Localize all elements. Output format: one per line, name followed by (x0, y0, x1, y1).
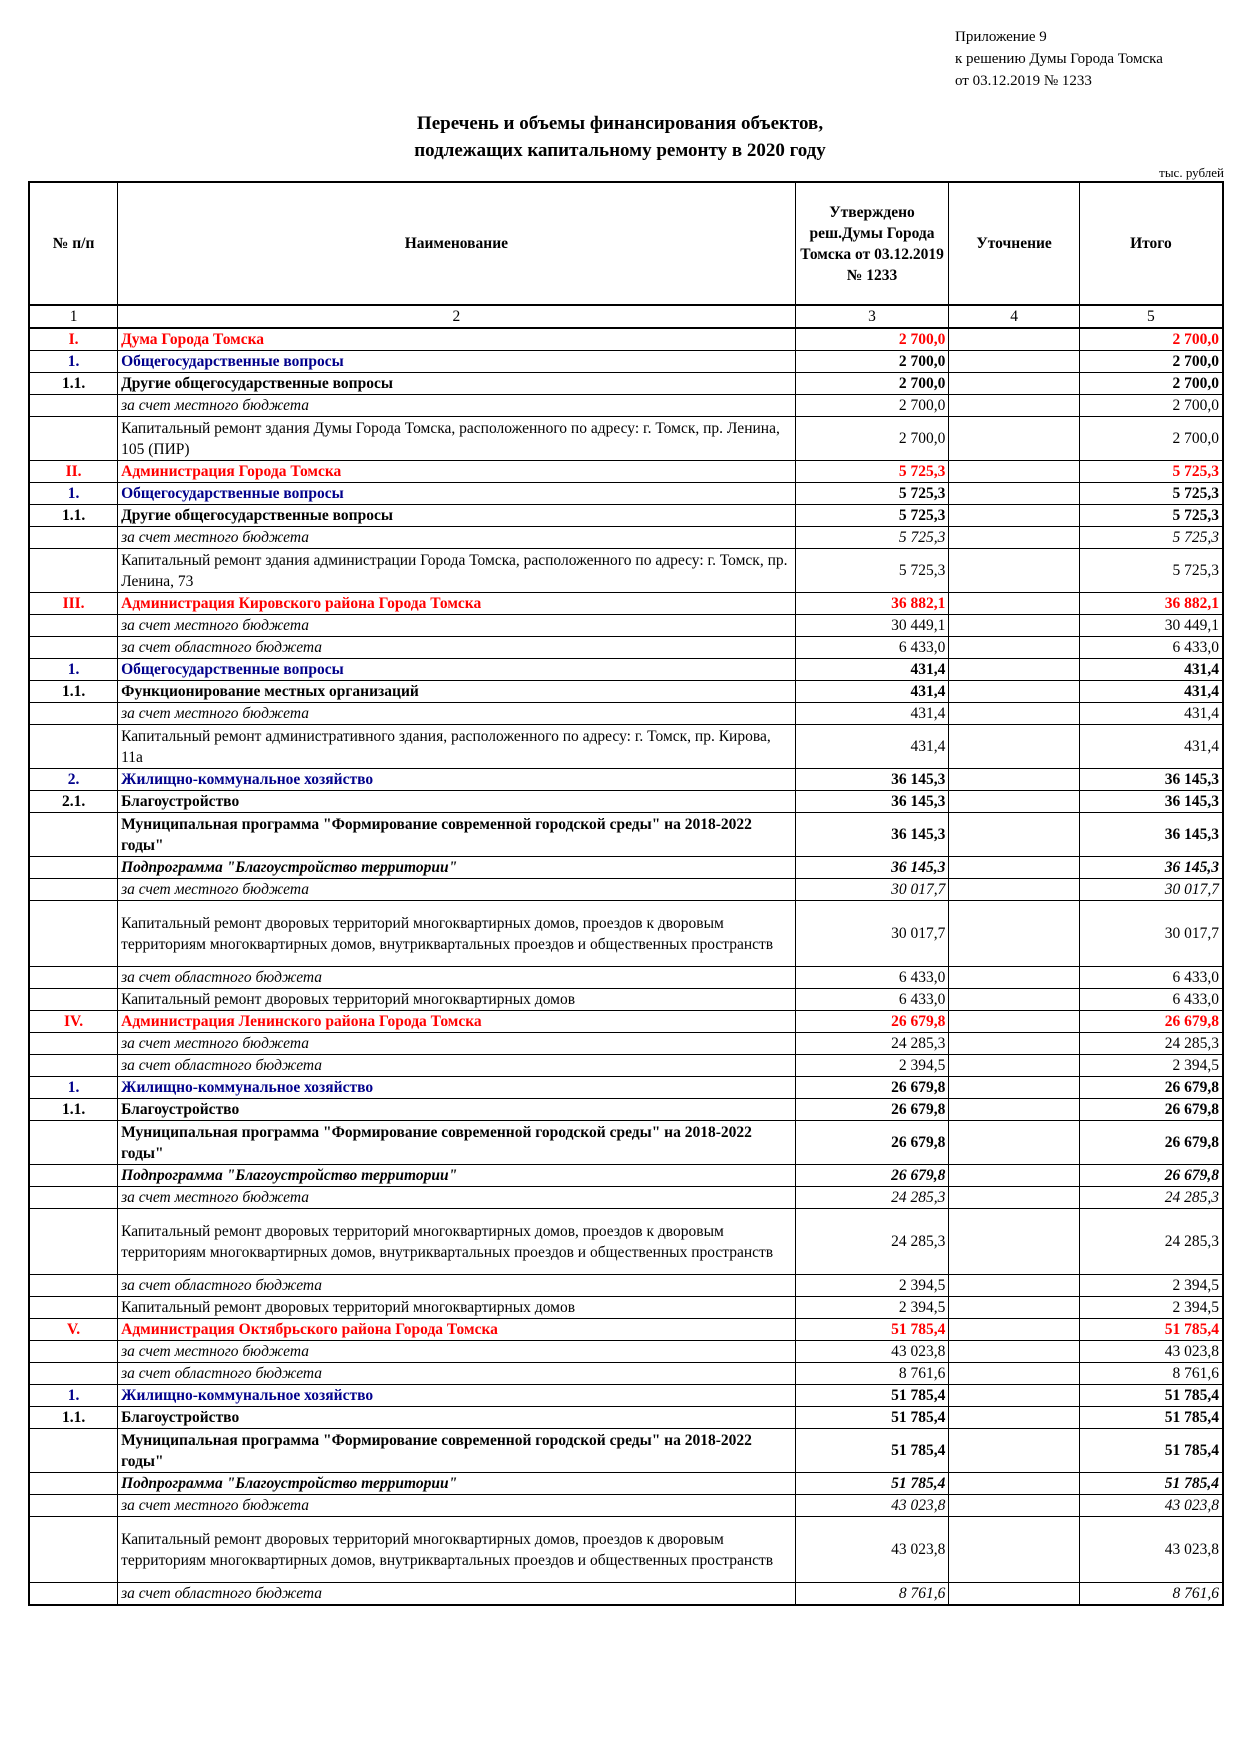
row-total: 6 433,0 (1079, 989, 1223, 1011)
row-number (29, 1055, 118, 1077)
row-change (949, 593, 1079, 615)
table-row (29, 1407, 1223, 1429)
row-name: Общегосударственные вопросы (118, 483, 795, 505)
row-approved: 43 023,8 (795, 1495, 949, 1517)
row-change (949, 549, 1079, 593)
row-name: Капитальный ремонт дворовых территорий многоквартирных домов, проездов к дворовым территориям многоквартирных домов, внутриквартальных проездов и общественных пространств (118, 1517, 795, 1583)
table-row (29, 1363, 1223, 1385)
row-approved: 36 145,3 (795, 791, 949, 813)
table-row (29, 1165, 1223, 1187)
table-row (29, 395, 1223, 417)
table-row (29, 351, 1223, 373)
row-approved: 43 023,8 (795, 1341, 949, 1363)
row-change (949, 1077, 1079, 1099)
row-change (949, 328, 1079, 351)
row-total: 36 145,3 (1079, 857, 1223, 879)
row-name: за счет местного бюджета (118, 1495, 795, 1517)
row-approved: 8 761,6 (795, 1583, 949, 1606)
table-row (29, 1099, 1223, 1121)
table-row (29, 725, 1223, 769)
row-number (29, 725, 118, 769)
row-approved: 2 394,5 (795, 1275, 949, 1297)
row-number: I. (29, 328, 118, 351)
row-name: Подпрограмма "Благоустройство территории" (118, 1165, 795, 1187)
row-total: 2 394,5 (1079, 1297, 1223, 1319)
row-change (949, 1407, 1079, 1429)
row-total: 30 017,7 (1079, 901, 1223, 967)
row-change (949, 1385, 1079, 1407)
row-change (949, 1517, 1079, 1583)
header-total: Итого (1079, 182, 1223, 305)
table-row (29, 1011, 1223, 1033)
row-number: 1.1. (29, 1407, 118, 1429)
row-change (949, 1583, 1079, 1606)
table-body (29, 328, 1223, 1605)
row-name: за счет областного бюджета (118, 1363, 795, 1385)
row-name: Капитальный ремонт дворовых территорий многоквартирных домов, проездов к дворовым территориям многоквартирных домов, внутриквартальных проездов и общественных пространств (118, 1209, 795, 1275)
row-approved: 36 145,3 (795, 769, 949, 791)
table-row (29, 1319, 1223, 1341)
row-approved: 51 785,4 (795, 1319, 949, 1341)
row-name: Благоустройство (118, 1407, 795, 1429)
row-approved: 30 449,1 (795, 615, 949, 637)
row-change (949, 373, 1079, 395)
row-total: 2 700,0 (1079, 417, 1223, 461)
row-name: Функционирование местных организаций (118, 681, 795, 703)
row-approved: 51 785,4 (795, 1385, 949, 1407)
row-approved: 43 023,8 (795, 1517, 949, 1583)
row-change (949, 1473, 1079, 1495)
row-total: 5 725,3 (1079, 461, 1223, 483)
row-total: 5 725,3 (1079, 527, 1223, 549)
column-number: 1 (29, 305, 118, 328)
row-name: Администрация Кировского района Города Томска (118, 593, 795, 615)
table-row (29, 461, 1223, 483)
row-change (949, 681, 1079, 703)
table-row (29, 1517, 1223, 1583)
row-number (29, 637, 118, 659)
row-total: 30 449,1 (1079, 615, 1223, 637)
table-row (29, 593, 1223, 615)
row-approved: 6 433,0 (795, 989, 949, 1011)
row-number: 1. (29, 1077, 118, 1099)
row-name: Благоустройство (118, 1099, 795, 1121)
table-row (29, 615, 1223, 637)
row-total: 51 785,4 (1079, 1407, 1223, 1429)
row-approved: 24 285,3 (795, 1209, 949, 1275)
row-number (29, 901, 118, 967)
row-number (29, 1363, 118, 1385)
row-number (29, 1583, 118, 1606)
row-name: Администрация Октябрьского района Города Томска (118, 1319, 795, 1341)
row-name: за счет местного бюджета (118, 879, 795, 901)
row-change (949, 1209, 1079, 1275)
row-name: Жилищно-коммунальное хозяйство (118, 769, 795, 791)
row-number (29, 857, 118, 879)
row-number (29, 967, 118, 989)
row-total: 8 761,6 (1079, 1363, 1223, 1385)
row-number: 1.1. (29, 373, 118, 395)
row-change (949, 1297, 1079, 1319)
row-name: Муниципальная программа "Формирование современной городской среды" на 2018-2022 годы" (118, 813, 795, 857)
row-total: 36 145,3 (1079, 769, 1223, 791)
row-name: за счет местного бюджета (118, 395, 795, 417)
row-number: III. (29, 593, 118, 615)
row-approved: 51 785,4 (795, 1473, 949, 1495)
table-row (29, 1209, 1223, 1275)
table-row (29, 1583, 1223, 1606)
row-change (949, 989, 1079, 1011)
table-row (29, 1187, 1223, 1209)
row-number (29, 879, 118, 901)
row-change (949, 1429, 1079, 1473)
row-approved: 431,4 (795, 725, 949, 769)
table-row (29, 1341, 1223, 1363)
row-name: Благоустройство (118, 791, 795, 813)
table-row (29, 549, 1223, 593)
appendix-line: к решению Думы Города Томска (955, 51, 1163, 67)
row-total: 431,4 (1079, 725, 1223, 769)
row-change (949, 1011, 1079, 1033)
row-change (949, 1363, 1079, 1385)
row-total: 2 700,0 (1079, 373, 1223, 395)
row-approved: 5 725,3 (795, 549, 949, 593)
table-row (29, 1429, 1223, 1473)
row-change (949, 615, 1079, 637)
row-change (949, 1033, 1079, 1055)
row-name: за счет местного бюджета (118, 615, 795, 637)
column-number: 3 (795, 305, 949, 328)
row-change (949, 351, 1079, 373)
header-approved: Утверждено реш.Думы Города Томска от 03.12.2019 № 1233 (795, 182, 949, 305)
row-approved: 5 725,3 (795, 505, 949, 527)
financing-table (28, 181, 1224, 1606)
row-name: Подпрограмма "Благоустройство территории" (118, 857, 795, 879)
row-approved: 2 394,5 (795, 1055, 949, 1077)
row-number (29, 1165, 118, 1187)
row-change (949, 417, 1079, 461)
row-approved: 2 394,5 (795, 1297, 949, 1319)
column-number-row (29, 305, 1223, 328)
row-change (949, 461, 1079, 483)
row-change (949, 395, 1079, 417)
row-name: Капитальный ремонт дворовых территорий многоквартирных домов (118, 1297, 795, 1319)
row-total: 43 023,8 (1079, 1517, 1223, 1583)
table-row (29, 1055, 1223, 1077)
row-name: за счет областного бюджета (118, 637, 795, 659)
row-change (949, 1495, 1079, 1517)
table-row (29, 328, 1223, 351)
table-row (29, 1033, 1223, 1055)
row-approved: 431,4 (795, 703, 949, 725)
row-number: II. (29, 461, 118, 483)
row-change (949, 967, 1079, 989)
row-approved: 6 433,0 (795, 967, 949, 989)
row-total: 26 679,8 (1079, 1077, 1223, 1099)
appendix-note (955, 26, 1163, 92)
row-number (29, 813, 118, 857)
row-change (949, 769, 1079, 791)
row-change (949, 1165, 1079, 1187)
row-approved: 2 700,0 (795, 328, 949, 351)
row-name: за счет областного бюджета (118, 1583, 795, 1606)
row-change (949, 791, 1079, 813)
table-row (29, 1275, 1223, 1297)
header-number: № п/п (29, 182, 118, 305)
table-row (29, 527, 1223, 549)
row-approved: 5 725,3 (795, 483, 949, 505)
row-number (29, 549, 118, 593)
row-number: 1. (29, 483, 118, 505)
row-approved: 5 725,3 (795, 527, 949, 549)
row-name: за счет областного бюджета (118, 967, 795, 989)
row-number: 1. (29, 351, 118, 373)
row-change (949, 505, 1079, 527)
header-name: Наименование (118, 182, 795, 305)
row-number (29, 1297, 118, 1319)
row-approved: 24 285,3 (795, 1187, 949, 1209)
row-approved: 36 145,3 (795, 813, 949, 857)
row-number: 2.1. (29, 791, 118, 813)
table-row (29, 681, 1223, 703)
row-total: 431,4 (1079, 703, 1223, 725)
row-name: Другие общегосударственные вопросы (118, 505, 795, 527)
row-approved: 36 145,3 (795, 857, 949, 879)
row-name: за счет местного бюджета (118, 1187, 795, 1209)
row-name: за счет областного бюджета (118, 1055, 795, 1077)
table-row (29, 813, 1223, 857)
row-number (29, 1033, 118, 1055)
row-change (949, 1319, 1079, 1341)
row-approved: 2 700,0 (795, 395, 949, 417)
row-number (29, 1517, 118, 1583)
row-change (949, 1121, 1079, 1165)
row-approved: 2 700,0 (795, 373, 949, 395)
column-number: 2 (118, 305, 795, 328)
row-name: Капитальный ремонт здания Думы Города Томска, расположенного по адресу: г. Томск, пр. Ленина, 105 (ПИР) (118, 417, 795, 461)
row-number: 1. (29, 1385, 118, 1407)
row-total: 2 394,5 (1079, 1275, 1223, 1297)
row-total: 36 145,3 (1079, 813, 1223, 857)
row-number (29, 1275, 118, 1297)
row-name: Дума Города Томска (118, 328, 795, 351)
row-approved: 26 679,8 (795, 1077, 949, 1099)
row-total: 24 285,3 (1079, 1033, 1223, 1055)
table-row (29, 791, 1223, 813)
row-number (29, 1473, 118, 1495)
row-approved: 36 882,1 (795, 593, 949, 615)
row-approved: 2 700,0 (795, 351, 949, 373)
row-name: Подпрограмма "Благоустройство территории" (118, 1473, 795, 1495)
row-number (29, 989, 118, 1011)
appendix-line: Приложение 9 (955, 29, 1047, 45)
row-name: за счет местного бюджета (118, 1341, 795, 1363)
row-change (949, 1341, 1079, 1363)
row-total: 8 761,6 (1079, 1583, 1223, 1606)
row-total: 36 145,3 (1079, 791, 1223, 813)
row-total: 26 679,8 (1079, 1099, 1223, 1121)
table-row (29, 879, 1223, 901)
row-name: за счет областного бюджета (118, 1275, 795, 1297)
row-approved: 26 679,8 (795, 1165, 949, 1187)
row-change (949, 879, 1079, 901)
row-total: 26 679,8 (1079, 1121, 1223, 1165)
row-total: 5 725,3 (1079, 505, 1223, 527)
table-row (29, 769, 1223, 791)
table-row (29, 373, 1223, 395)
row-name: Общегосударственные вопросы (118, 351, 795, 373)
column-number: 4 (949, 305, 1079, 328)
row-total: 5 725,3 (1079, 549, 1223, 593)
row-number: V. (29, 1319, 118, 1341)
row-approved: 26 679,8 (795, 1011, 949, 1033)
row-total: 6 433,0 (1079, 967, 1223, 989)
units-label: тыс. рублей (1159, 165, 1224, 180)
row-total: 2 700,0 (1079, 395, 1223, 417)
row-total: 36 882,1 (1079, 593, 1223, 615)
row-name: Капитальный ремонт административного здания, расположенного по адресу: г. Томск, пр. Кирова, 11а (118, 725, 795, 769)
row-change (949, 637, 1079, 659)
row-approved: 431,4 (795, 659, 949, 681)
table-row (29, 1473, 1223, 1495)
appendix-line: от 03.12.2019 № 1233 (955, 73, 1092, 89)
row-total: 2 394,5 (1079, 1055, 1223, 1077)
row-total: 6 433,0 (1079, 637, 1223, 659)
row-number: 1.1. (29, 505, 118, 527)
row-number (29, 1187, 118, 1209)
row-total: 24 285,3 (1079, 1187, 1223, 1209)
row-number (29, 1341, 118, 1363)
row-approved: 6 433,0 (795, 637, 949, 659)
row-total: 51 785,4 (1079, 1385, 1223, 1407)
row-number (29, 417, 118, 461)
row-change (949, 1187, 1079, 1209)
row-change (949, 703, 1079, 725)
table-header-row (29, 182, 1223, 305)
table-row (29, 483, 1223, 505)
row-name: Капитальный ремонт дворовых территорий многоквартирных домов, проездов к дворовым территориям многоквартирных домов, внутриквартальных проездов и общественных пространств (118, 901, 795, 967)
row-change (949, 659, 1079, 681)
row-name: Муниципальная программа "Формирование современной городской среды" на 2018-2022 годы" (118, 1429, 795, 1473)
row-name: Капитальный ремонт дворовых территорий многоквартирных домов (118, 989, 795, 1011)
row-change (949, 1055, 1079, 1077)
row-approved: 51 785,4 (795, 1407, 949, 1429)
row-approved: 26 679,8 (795, 1099, 949, 1121)
row-name: Жилищно-коммунальное хозяйство (118, 1385, 795, 1407)
row-approved: 431,4 (795, 681, 949, 703)
row-change (949, 725, 1079, 769)
document-title (0, 110, 1240, 164)
row-approved: 30 017,7 (795, 901, 949, 967)
row-number (29, 527, 118, 549)
table-row (29, 989, 1223, 1011)
header-change: Уточнение (949, 182, 1079, 305)
row-number: 2. (29, 769, 118, 791)
row-total: 24 285,3 (1079, 1209, 1223, 1275)
table-row (29, 901, 1223, 967)
row-number (29, 1209, 118, 1275)
row-name: за счет местного бюджета (118, 1033, 795, 1055)
row-name: Администрация Ленинского района Города Томска (118, 1011, 795, 1033)
row-change (949, 901, 1079, 967)
row-change (949, 1099, 1079, 1121)
title-line: подлежащих капитальному ремонту в 2020 году (414, 140, 826, 161)
row-number (29, 615, 118, 637)
row-total: 431,4 (1079, 659, 1223, 681)
row-total: 51 785,4 (1079, 1473, 1223, 1495)
row-total: 51 785,4 (1079, 1319, 1223, 1341)
row-name: Капитальный ремонт здания администрации Города Томска, расположенного по адресу: г. Томск, пр. Ленина, 73 (118, 549, 795, 593)
row-total: 30 017,7 (1079, 879, 1223, 901)
row-number: 1.1. (29, 681, 118, 703)
table-row (29, 637, 1223, 659)
table-row (29, 659, 1223, 681)
table-row (29, 703, 1223, 725)
row-change (949, 527, 1079, 549)
row-change (949, 857, 1079, 879)
table-row (29, 1297, 1223, 1319)
table-row (29, 1385, 1223, 1407)
table-row (29, 857, 1223, 879)
row-approved: 30 017,7 (795, 879, 949, 901)
table-row (29, 417, 1223, 461)
row-approved: 8 761,6 (795, 1363, 949, 1385)
row-total: 2 700,0 (1079, 328, 1223, 351)
row-total: 26 679,8 (1079, 1011, 1223, 1033)
row-number: 1.1. (29, 1099, 118, 1121)
row-name: за счет местного бюджета (118, 527, 795, 549)
table-row (29, 1495, 1223, 1517)
row-approved: 51 785,4 (795, 1429, 949, 1473)
row-approved: 2 700,0 (795, 417, 949, 461)
row-approved: 24 285,3 (795, 1033, 949, 1055)
row-name: Администрация Города Томска (118, 461, 795, 483)
row-total: 2 700,0 (1079, 351, 1223, 373)
column-number: 5 (1079, 305, 1223, 328)
row-change (949, 483, 1079, 505)
row-name: Другие общегосударственные вопросы (118, 373, 795, 395)
row-approved: 26 679,8 (795, 1121, 949, 1165)
row-number (29, 395, 118, 417)
row-name: Жилищно-коммунальное хозяйство (118, 1077, 795, 1099)
row-number (29, 1429, 118, 1473)
row-name: Муниципальная программа "Формирование современной городской среды" на 2018-2022 годы" (118, 1121, 795, 1165)
row-number: 1. (29, 659, 118, 681)
row-total: 43 023,8 (1079, 1341, 1223, 1363)
row-approved: 5 725,3 (795, 461, 949, 483)
row-total: 51 785,4 (1079, 1429, 1223, 1473)
row-total: 43 023,8 (1079, 1495, 1223, 1517)
row-name: Общегосударственные вопросы (118, 659, 795, 681)
row-number (29, 1495, 118, 1517)
row-change (949, 1275, 1079, 1297)
row-total: 5 725,3 (1079, 483, 1223, 505)
row-number (29, 703, 118, 725)
row-number: IV. (29, 1011, 118, 1033)
row-change (949, 813, 1079, 857)
row-total: 431,4 (1079, 681, 1223, 703)
row-number (29, 1121, 118, 1165)
table-row (29, 967, 1223, 989)
table-row (29, 1121, 1223, 1165)
row-name: за счет местного бюджета (118, 703, 795, 725)
row-total: 26 679,8 (1079, 1165, 1223, 1187)
table-row (29, 505, 1223, 527)
table-row (29, 1077, 1223, 1099)
title-line: Перечень и объемы финансирования объектов, (416, 113, 824, 134)
